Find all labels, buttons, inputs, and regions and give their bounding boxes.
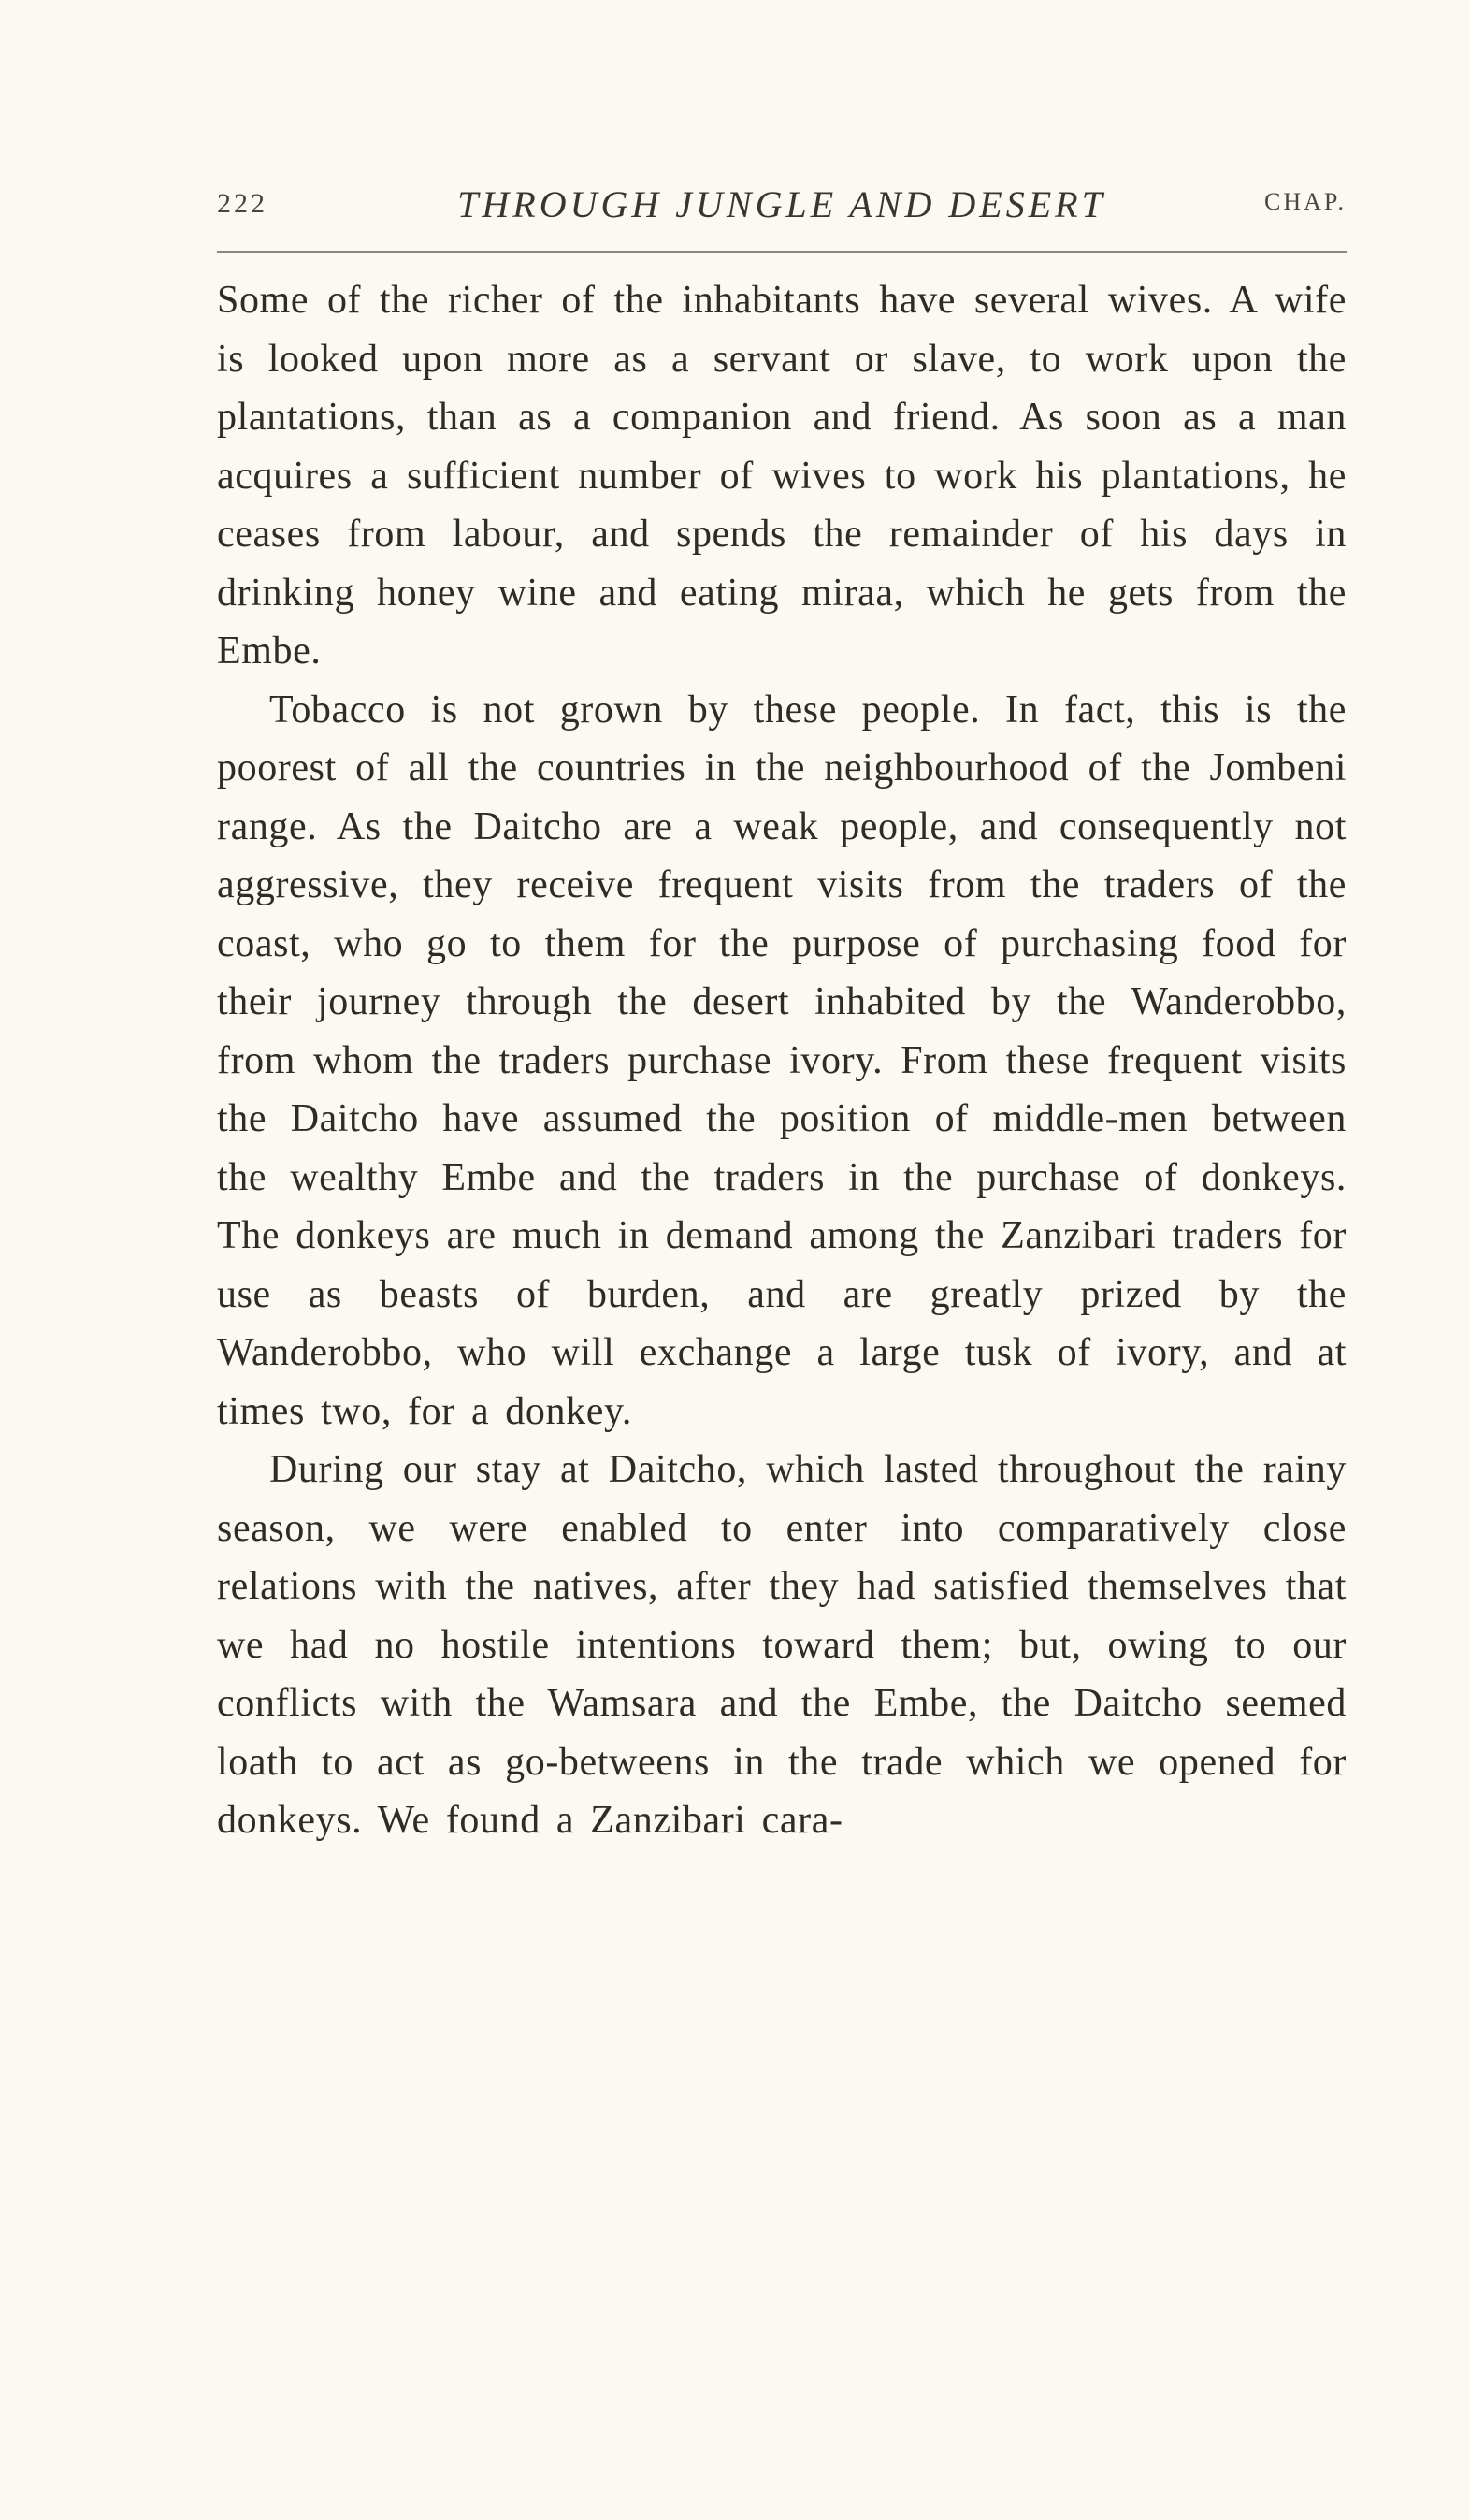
paragraph: Tobacco is not grown by these people. In fact, this is the poorest of all the countries in the neighbourhood of the Jombeni range. As the Daitcho are a weak people, and consequently not aggressive, they receive frequent visits from the traders of the coast, who go to them for the purpose of purchasing food for their journey through the desert inhabited by the Wanderobbo, from whom the traders purchase ivory. From these frequent visits the Daitcho have assumed the position of middle-men between the wealthy Embe and the traders in the purchase of donkeys. The donkeys are much in demand among the Zanzibari traders for use as beasts of burden, and are greatly prized by the Wanderobbo, who will exchange a large tusk of ivory, and at times two, for a donkey. [217, 688, 1347, 1433]
paragraph: Some of the richer of the inhabitants have several wives. A wife is looked upon more as a servant or slave, to work upon the plantations, than as a companion and friend. As soon as a man acquires a sufficient number of wives to work his plantations, he ceases from labour, and spends the remainder of his days in drinking honey wine and eating miraa, which he gets from the Embe. [217, 279, 1347, 673]
chapter-label: CHAP. [1264, 188, 1347, 215]
body-text [217, 271, 1347, 1850]
running-title: THROUGH JUNGLE AND DESERT [457, 183, 1106, 225]
header-rule [217, 251, 1347, 253]
running-head [217, 182, 1347, 229]
page-number: 222 [217, 188, 267, 219]
paragraph: During our stay at Daitcho, which lasted throughout the rainy season, we were enabled to enter into comparatively close relations with the natives, after they had satisfied themselves that we had no hostile intentions toward them; but, owing to our conflicts with the Wamsara and the Embe, the Daitcho seemed loath to act as go-betweens in the trade which we opened for donkeys. We found a Zanzibari cara- [217, 1448, 1347, 1842]
